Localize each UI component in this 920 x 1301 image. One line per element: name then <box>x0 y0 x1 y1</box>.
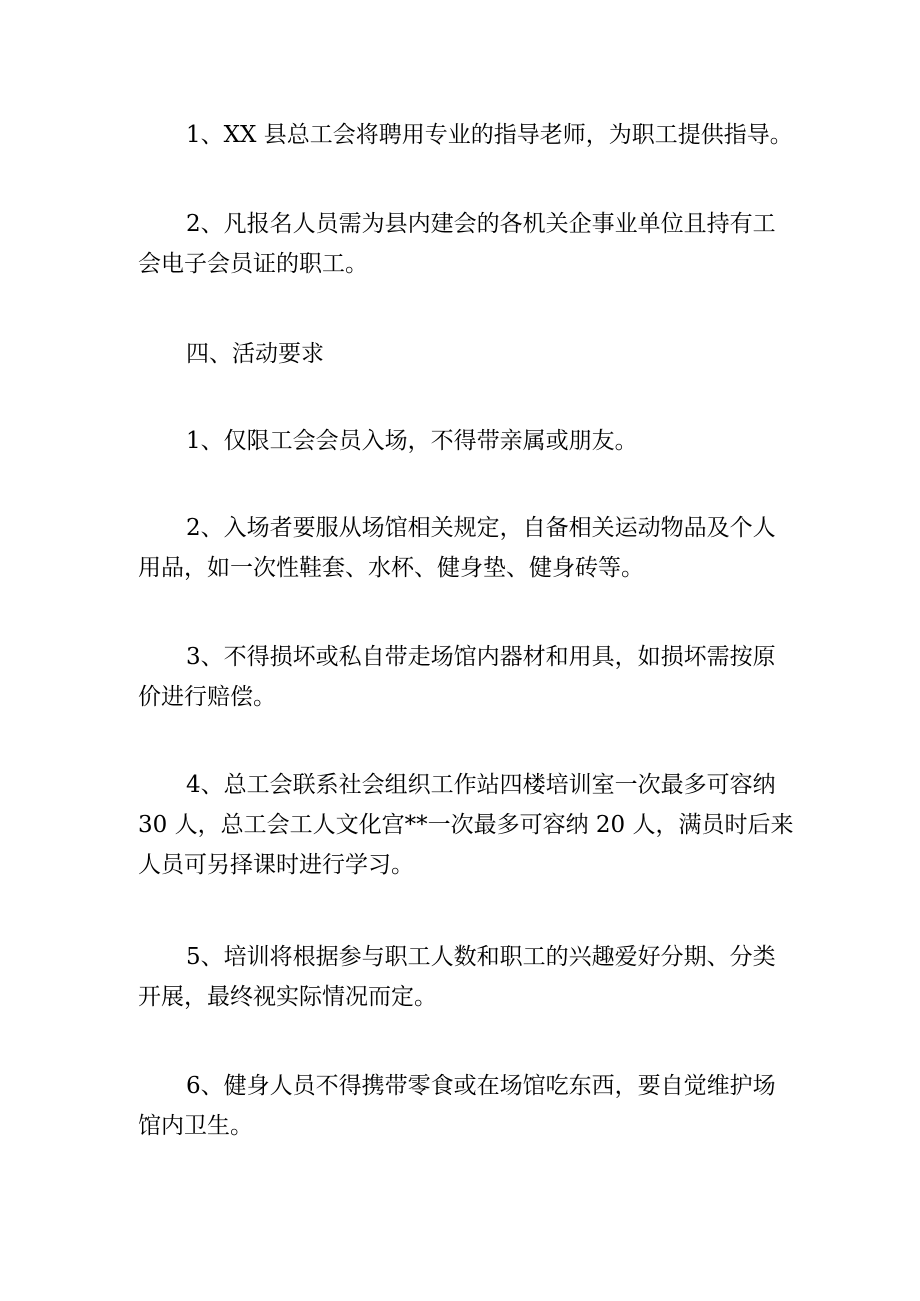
paragraph-line: 2、入场者要服从场馆相关规定，自备相关运动物品及个人 <box>186 515 776 541</box>
paragraph-line: 3、不得损坏或私自带走场馆内器材和用具，如损坏需按原 <box>186 644 776 670</box>
paragraph-line: 用品，如一次性鞋套、水杯、健身垫、健身砖等。 <box>138 555 644 581</box>
paragraph-line: 5、培训将根据参与职工人数和职工的兴趣爱好分期、分类 <box>186 944 776 970</box>
section-heading-activity-requirements <box>138 334 788 374</box>
paragraph-line: 人员可另择课时进行学习。 <box>138 852 414 878</box>
paragraph-line: 2、凡报名人员需为县内建会的各机关企事业单位且持有工 <box>186 211 776 237</box>
section-heading: 四、活动要求 <box>186 341 324 367</box>
paragraph-line: 6、健身人员不得携带零食或在场馆吃东西，要自觉维护场 <box>186 1073 776 1099</box>
paragraph-line: 价进行赔偿。 <box>138 684 276 710</box>
paragraph-equipment-damage <box>138 637 788 717</box>
paragraph-line: 1、仅限工会会员入场，不得带亲属或朋友。 <box>186 428 638 454</box>
paragraph-venue-rules <box>138 508 788 588</box>
paragraph-members-only <box>138 421 788 461</box>
paragraph-capacity <box>138 765 794 885</box>
paragraph-line: 开展，最终视实际情况而定。 <box>138 984 437 1010</box>
paragraph-line: 30 人，总工会工人文化宫**一次最多可容纳 20 人，满员时后来 <box>138 812 794 838</box>
paragraph-line: 会电子会员证的职工。 <box>138 251 368 277</box>
paragraph-guidance-teachers <box>138 115 793 155</box>
paragraph-training-schedule <box>138 937 788 1017</box>
paragraph-hygiene <box>138 1066 788 1146</box>
paragraph-eligibility <box>138 204 788 284</box>
paragraph-line: 1、XX 县总工会将聘用专业的指导老师，为职工提供指导。 <box>186 122 793 148</box>
paragraph-line: 馆内卫生。 <box>138 1113 253 1139</box>
paragraph-line: 4、总工会联系社会组织工作站四楼培训室一次最多可容纳 <box>186 772 776 798</box>
